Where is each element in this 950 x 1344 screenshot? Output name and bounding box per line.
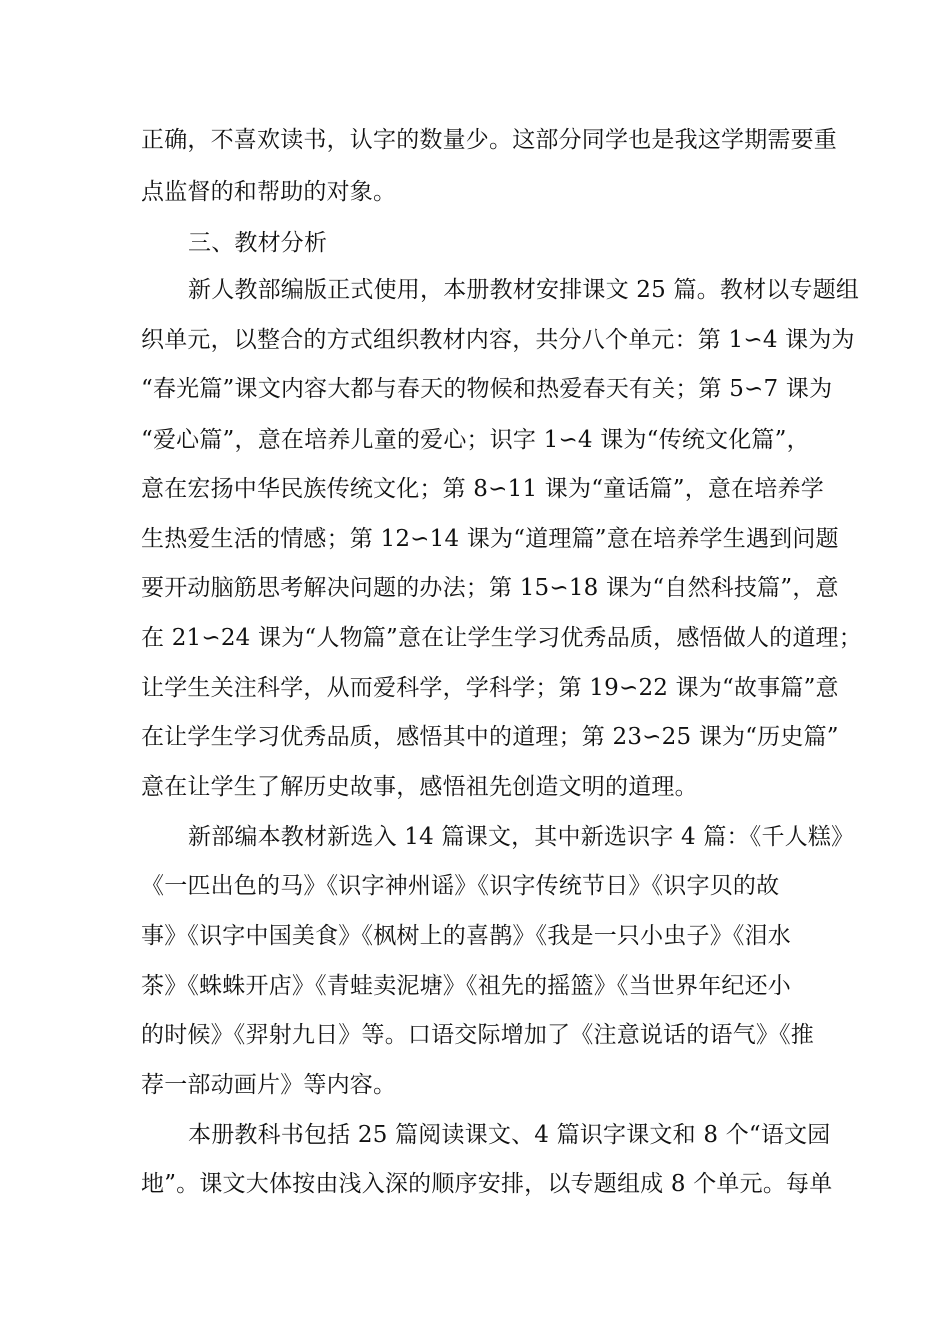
text-line-7: “爱心篇”，意在培养儿童的爱心；识字 1∽4 课为“传统文化篇”，: [141, 427, 810, 453]
text-line-11: 在 21∽24 课为“人物篇”意在让学生学习优秀品质，感悟做人的道理；: [141, 625, 862, 651]
text-line-12: 让学生关注科学，从而爱科学，学科学；第 19∽22 课为“故事篇”意: [141, 675, 839, 701]
text-line-13: 在让学生学习优秀品质，感悟其中的道理；第 23∽25 课为“历史篇”: [141, 724, 839, 750]
text-line-22: 地”。课文大体按由浅入深的顺序安排，以专题组成 8 个单元。每单: [141, 1171, 833, 1197]
section-heading: 三、教材分析: [188, 230, 328, 256]
text-line-18: 茶》《蛛蛛开店》《青蛙卖泥塘》《祖先的摇篮》《当世界年纪还小: [141, 973, 791, 999]
text-line-16: 《一匹出色的马》《识字神州谣》《识字传统节日》《识字贝的故: [141, 873, 780, 899]
text-line-9: 生热爱生活的情感；第 12∽14 课为“道理篇”意在培养学生遇到问题: [141, 526, 839, 552]
text-line-17: 事》《识字中国美食》《枫树上的喜鹊》《我是一只小虫子》《泪水: [141, 923, 791, 949]
text-line-20: 荐一部动画片》等内容。: [141, 1072, 397, 1098]
text-line-19: 的时候》《羿射九日》等。口语交际增加了《注意说话的语气》《推: [141, 1022, 814, 1048]
text-line-4: 新人教部编版正式使用，本册教材安排课文 25 篇。教材以专题组: [188, 277, 860, 303]
text-line-6: “春光篇”课文内容大都与春天的物候和热爱春天有关；第 5∽7 课为: [141, 376, 833, 402]
text-line-8: 意在宏扬中华民族传统文化；第 8∽11 课为“童话篇”，意在培养学: [141, 476, 824, 502]
text-line-14: 意在让学生了解历史故事，感悟祖先创造文明的道理。: [141, 774, 698, 800]
text-line-21: 本册教科书包括 25 篇阅读课文、4 篇识字课文和 8 个“语文园: [188, 1122, 831, 1148]
text-line-1: 正确，不喜欢读书，认字的数量少。这部分同学也是我这学期需要重: [141, 127, 837, 153]
text-line-2: 点监督的和帮助的对象。: [141, 179, 397, 205]
text-line-15: 新部编本教材新选入 14 篇课文，其中新选识字 4 篇：《千人糕》: [188, 824, 855, 850]
text-line-5: 织单元，以整合的方式组织教材内容，共分八个单元：第 1∽4 课为为: [141, 327, 855, 353]
text-line-10: 要开动脑筋思考解决问题的办法；第 15∽18 课为“自然科技篇”，意: [141, 575, 839, 601]
